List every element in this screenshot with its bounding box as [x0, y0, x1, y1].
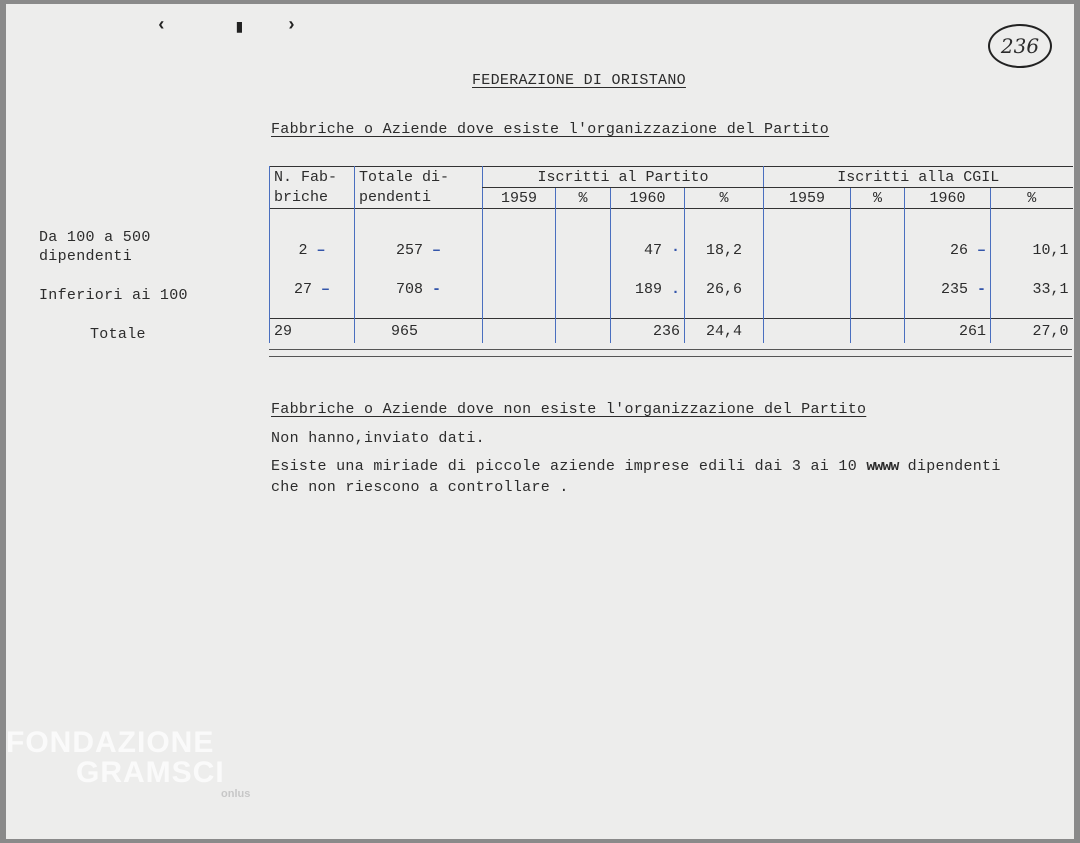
page-number: 236 — [1000, 34, 1040, 58]
cell-c1960: 26 — [949, 242, 968, 259]
pencil-tick-icon: – — [976, 242, 986, 259]
cell-fabbriche: 27 — [293, 281, 312, 298]
subheader: 1959 — [483, 188, 556, 209]
subheader: % — [556, 188, 611, 209]
double-rule — [269, 349, 1072, 357]
cell-c1959 — [764, 209, 851, 260]
cell-c1960: 235 — [940, 281, 968, 298]
pencil-tick-icon: - — [432, 281, 442, 298]
subheader: 1960 — [905, 188, 991, 209]
watermark-logo — [6, 726, 250, 800]
subheader: 1959 — [764, 188, 851, 209]
header-dipendenti: Totale di- — [355, 167, 483, 188]
total-c1960: 261 — [905, 319, 991, 344]
total-c1960pct: 27,0 — [991, 319, 1073, 344]
table-row — [270, 259, 1073, 298]
total-dipendenti: 965 — [355, 319, 483, 344]
cell-p1959 — [483, 259, 556, 298]
document-page — [6, 4, 1074, 839]
misc-line-1b: dipendenti — [907, 458, 1001, 475]
row-label-line: dipendenti — [39, 248, 133, 265]
header-iscritti-cgil: Iscritti alla CGIL — [764, 167, 1073, 188]
total-p1960pct: 24,4 — [685, 319, 764, 344]
cell-c1960pct: 33,1 — [991, 259, 1073, 298]
cell-p1959 — [483, 209, 556, 260]
misc-line-2: che non riescono a controllare . — [271, 479, 569, 496]
row-label-under-100: Inferiori ai 100 — [39, 287, 188, 304]
row-label-line: Da 100 a 500 — [39, 229, 151, 246]
row-label-total: Totale — [90, 326, 146, 343]
cell-dipendenti: 708 — [395, 281, 423, 298]
pencil-tick-icon: – — [432, 242, 442, 259]
header-mark-right: › — [286, 16, 297, 36]
header-row-2 — [270, 188, 1073, 209]
misc-line-1a: Esiste una miriade di piccole aziende imprese edili dai 3 ai 10 — [271, 458, 857, 475]
header-fabbriche-2: briche — [270, 188, 355, 209]
pencil-tick-icon: – — [316, 242, 326, 259]
total-p1960: 236 — [611, 319, 685, 344]
pencil-tick-icon: – — [321, 281, 331, 298]
watermark-line3: onlus — [221, 788, 251, 800]
subheader: % — [851, 188, 905, 209]
header-dipendenti-2: pendenti — [355, 188, 483, 209]
cell-p1960: 47 — [643, 242, 662, 259]
cell-c1959 — [764, 259, 851, 298]
pencil-tick-icon: · — [670, 242, 680, 259]
subheader: % — [991, 188, 1073, 209]
cell-p1959pct — [556, 209, 611, 260]
cell-p1960pct: 26,6 — [685, 259, 764, 298]
cell-p1960: 189 — [634, 281, 662, 298]
cell-fabbriche: 2 — [298, 242, 308, 259]
cell-dipendenti: 257 — [395, 242, 423, 259]
no-data-line: Non hanno,inviato dati. — [271, 430, 485, 447]
header-mark-middle: ▮ — [234, 18, 245, 38]
cell-c1959pct — [851, 209, 905, 260]
header-iscritti-partito: Iscritti al Partito — [483, 167, 764, 188]
total-fabbriche: 29 — [270, 319, 355, 344]
cell-p1960pct: 18,2 — [685, 209, 764, 260]
struck-text: wwww — [866, 458, 899, 475]
header-row-1 — [270, 167, 1073, 188]
header-mark-left: ‹ — [156, 16, 167, 36]
section1-heading: Fabbriche o Aziende dove esiste l'organizzazione del Partito — [271, 121, 830, 138]
page-number-circle — [988, 24, 1052, 68]
cell-c1960pct: 10,1 — [991, 209, 1073, 260]
subheader: % — [685, 188, 764, 209]
header-fabbriche: N. Fab- — [270, 167, 355, 188]
misc-line-1 — [271, 458, 1001, 475]
cell-p1959pct — [556, 259, 611, 298]
watermark-line2: GRAMSCI — [76, 756, 225, 789]
cell-c1959pct — [851, 259, 905, 298]
table-row — [270, 209, 1073, 260]
row-label-100-500 — [39, 228, 151, 266]
subheader: 1960 — [611, 188, 685, 209]
section2-heading: Fabbriche o Aziende dove non esiste l'organizzazione del Partito — [271, 401, 867, 418]
total-row — [270, 319, 1073, 344]
pencil-tick-icon: . — [670, 281, 680, 298]
document-title: FEDERAZIONE DI ORISTANO — [472, 72, 686, 89]
watermark-line1: FONDAZIONE — [6, 726, 215, 759]
data-table — [269, 166, 1073, 343]
pencil-tick-icon: - — [976, 281, 986, 298]
